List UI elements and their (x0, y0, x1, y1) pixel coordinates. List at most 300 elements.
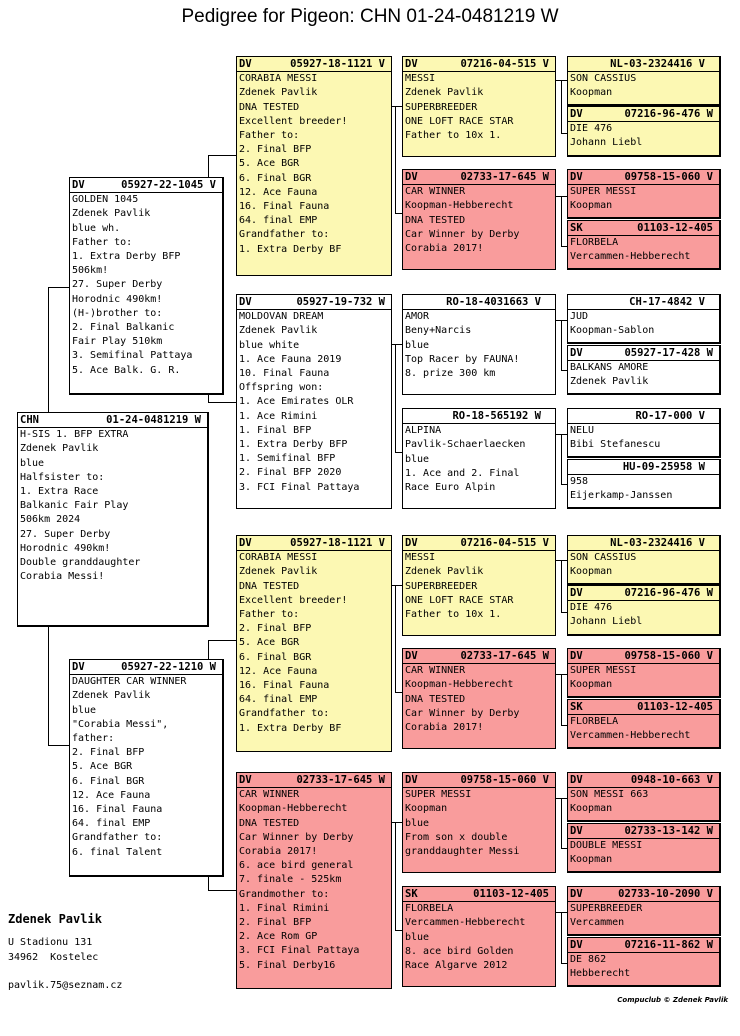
pedigree-text-line: 10. Final Fauna (239, 368, 330, 380)
pedigree-text-line: 5. Final Derby16 (239, 959, 336, 971)
pedigree-text-line: DNA TESTED (405, 693, 466, 705)
pedigree-text-line: 2. Final BFP (239, 144, 312, 156)
ring-number: 02733-10-2090 V (618, 888, 713, 900)
ring-number: 02733-13-142 W (624, 825, 713, 837)
pedigree-text-line: DNA TESTED (239, 817, 300, 829)
connector-line (395, 344, 396, 452)
pedigree-text-line: Zdenek Pavlik (72, 690, 151, 702)
connector-line (561, 80, 562, 133)
pedigree-text-line: Zdenek Pavlik (239, 87, 318, 99)
pedigree-text-line: 6. ace bird general (239, 860, 354, 872)
pedigree-text-line: DNA TESTED (239, 580, 300, 592)
pedigree-text-line: 1. Extra Derby BFP (239, 439, 348, 451)
pedigree-text-line: 5. Ace BGR (239, 158, 300, 170)
pedigree-text-line: Corabia Messi! (20, 571, 105, 583)
ring-number-header (403, 649, 555, 664)
connector-line (561, 320, 562, 370)
pedigree-card-dds[interactable] (402, 772, 556, 873)
ring-number: 01103-12-405 (637, 222, 713, 234)
pedigree-text-line: Father to: (239, 130, 300, 142)
pedigree-text-line: 1. Final Rimini (239, 902, 330, 914)
connector-line (561, 434, 562, 484)
pedigree-text-line: Corabia 2017! (405, 722, 484, 734)
ring-number-header (568, 57, 719, 72)
pedigree-text-line: Grandfather to: (239, 708, 330, 720)
pedigree-text-line: 3. FCI Final Pattaya (239, 481, 360, 493)
pedigree-text-line: DE 862 (570, 954, 607, 966)
pedigree-text-line: 6. Final BGR (239, 651, 312, 663)
pedigree-text-line: CAR WINNER (405, 186, 466, 198)
pedigree-text-line: 3. FCI Final Pattaya (239, 945, 360, 957)
ring-number-header (568, 586, 719, 601)
pedigree-text-line: 3. Semifinal Pattaya (72, 350, 193, 362)
pedigree-text-line: blue (405, 453, 430, 465)
pedigree-card-sss[interactable] (402, 56, 556, 157)
pedigree-text-line: Excellent breeder! (239, 594, 348, 606)
ring-number-header (568, 170, 719, 185)
pedigree-card-sddd[interactable] (567, 459, 721, 509)
connector-line (395, 822, 396, 930)
ring-number: 07216-96-476 W (624, 587, 713, 599)
pedigree-card-sdss[interactable] (567, 294, 721, 344)
ring-number: 05927-22-1045 V (121, 179, 216, 191)
pedigree-text-line: Car Winner by Derby (405, 228, 520, 240)
pedigree-text-line: Zdenek Pavlik (239, 566, 318, 578)
pedigree-text-line: 506km 2024 (20, 514, 81, 526)
ring-prefix: DV (405, 537, 418, 549)
pedigree-text-line: 6. Final BGR (72, 775, 145, 787)
pedigree-text-line: SON MESSI 663 (570, 789, 649, 801)
ring-number: 05927-22-1210 W (121, 661, 216, 673)
pedigree-card-sire-sire[interactable] (236, 56, 392, 276)
ring-number-header (568, 700, 719, 715)
connector-line (395, 930, 402, 931)
pedigree-text-line: 1. Extra Derby BFP (72, 251, 181, 263)
pedigree-text-line: Pavlik-Schaerlaecken (405, 439, 526, 451)
pedigree-text-line: Horodnic 490km! (72, 293, 163, 305)
pedigree-text-line: blue (405, 817, 430, 829)
ring-prefix: SK (405, 888, 418, 900)
pedigree-text-line: FLORBELA (405, 903, 454, 915)
pedigree-text-line: Grandfather to: (239, 229, 330, 241)
pedigree-text-line: Father to 10x 1. (405, 609, 502, 621)
pedigree-text-line: 1. Ace Fauna 2019 (239, 353, 342, 365)
ring-number-header (568, 938, 719, 953)
connector-line (208, 640, 236, 641)
pedigree-text-line: ONE LOFT RACE STAR (405, 115, 514, 127)
pedigree-text-line: CORABIA MESSI (239, 73, 318, 85)
ring-prefix: DV (570, 774, 583, 786)
pedigree-text-line: 16. Final Fauna (239, 201, 330, 213)
ring-number: 05927-19-732 W (296, 296, 385, 308)
pedigree-text-line: 1. Ace Rimini (239, 410, 318, 422)
pedigree-text-line: 2. Ace Rom GP (239, 931, 318, 943)
pedigree-text-line: blue (20, 457, 45, 469)
ring-number-header (70, 660, 222, 675)
pedigree-text-line: Halfsister to: (20, 471, 105, 483)
pedigree-text-line: SON CASSIUS (570, 73, 637, 85)
pedigree-text-line: 64. final EMP (72, 818, 151, 830)
connector-line (395, 585, 396, 692)
pedigree-text-line: Koopman (570, 854, 613, 866)
pedigree-text-line: SUPERBREEDER (570, 903, 643, 915)
pedigree-text-line: father: (72, 733, 115, 745)
pedigree-text-line: MOLDOVAN DREAM (239, 311, 324, 323)
pedigree-text-line: 16. Final Fauna (72, 804, 163, 816)
pedigree-text-line: ALPINA (405, 425, 442, 437)
pedigree-text-line: 2. Final BFP (239, 917, 312, 929)
pedigree-card-dddd[interactable] (567, 937, 721, 987)
pedigree-text-line: 64. final EMP (239, 694, 318, 706)
connector-line (561, 196, 562, 246)
pedigree-text-line: 1. Final BFP (239, 424, 312, 436)
pedigree-text-line: JUD (570, 311, 589, 323)
pedigree-text-line: 958 (570, 476, 589, 488)
ring-number: 09758-15-060 V (460, 774, 549, 786)
owner-email[interactable]: pavlik.75@seznam.cz (8, 980, 123, 991)
ring-prefix: DV (570, 587, 583, 599)
ring-prefix: DV (570, 888, 583, 900)
pedigree-text-line: 7. finale - 525km (239, 874, 342, 886)
pedigree-text-line: Double granddaughter (20, 557, 141, 569)
connector-line (395, 213, 402, 214)
ring-number: 01-24-0481219 W (106, 414, 201, 426)
ring-number: NL-03-2324416 V (610, 537, 705, 549)
ring-number: 02733-17-645 W (460, 650, 549, 662)
connector-line (48, 287, 49, 412)
ring-number-header (403, 295, 555, 310)
ring-number-header (70, 178, 222, 193)
pedigree-text-line: 5. Ace BGR (239, 637, 300, 649)
pedigree-card-ddsd[interactable] (567, 823, 721, 873)
pedigree-text-line: Father to: (72, 236, 133, 248)
ring-prefix: DV (570, 650, 583, 662)
pedigree-text-line: Excellent breeder! (239, 115, 348, 127)
pedigree-text-line: Zdenek Pavlik (239, 325, 318, 337)
pedigree-card-ssd[interactable] (402, 169, 556, 270)
pedigree-card-dam[interactable] (69, 659, 224, 877)
page-title: Pedigree for Pigeon: CHN 01-24-0481219 W (181, 6, 559, 27)
pedigree-text-line: Offspring won: (239, 382, 324, 394)
connector-line (561, 798, 562, 848)
ring-number-header (403, 773, 555, 788)
pedigree-card-sssd[interactable] (567, 106, 721, 157)
pedigree-text-line: 8. ace bird Golden (405, 945, 514, 957)
ring-number: 07216-11-862 W (624, 939, 713, 951)
pedigree-text-line: Vercammen-Hebberecht (570, 251, 691, 263)
pedigree-text-line: Race Algarve 2012 (405, 960, 508, 972)
pedigree-text-line: 27. Super Derby (72, 279, 163, 291)
ring-number: NL-03-2324416 V (610, 58, 705, 70)
pedigree-text-line: 6. final Talent (72, 846, 163, 858)
pedigree-text-line: SUPERBREEDER (405, 580, 478, 592)
ring-number-header (568, 295, 719, 310)
ring-number: 02733-17-645 W (460, 171, 549, 183)
ring-number: HU-09-25958 W (622, 461, 705, 473)
pedigree-text-line: 5. Ace BGR (72, 761, 133, 773)
ring-number: 07216-04-515 V (460, 537, 549, 549)
connector-line (395, 452, 402, 453)
ring-number-header (568, 773, 719, 788)
pedigree-card-sds[interactable] (402, 294, 556, 395)
pedigree-text-line: 2. Final BFP (72, 747, 145, 759)
pedigree-text-line: Father to: (239, 609, 300, 621)
ring-number: 01103-12-405 (637, 701, 713, 713)
ring-number: 05927-18-1121 V (290, 537, 385, 549)
ring-number-header (568, 824, 719, 839)
ring-prefix: DV (405, 774, 418, 786)
pedigree-text-line: Koopman (570, 803, 613, 815)
pedigree-text-line: ONE LOFT RACE STAR (405, 594, 514, 606)
pedigree-text-line: Koopman-Hebberecht (405, 679, 514, 691)
ring-number-header (568, 346, 719, 361)
pedigree-text-line: 2. Final BFP 2020 (239, 467, 342, 479)
connector-line (561, 560, 562, 612)
pedigree-text-line: Johann Liebl (570, 616, 643, 628)
ring-number-header (568, 536, 719, 551)
ring-prefix: DV (239, 58, 252, 70)
ring-number: 02733-17-645 W (296, 774, 385, 786)
ring-prefix: DV (405, 650, 418, 662)
ring-number-header (403, 57, 555, 72)
ring-number-header (237, 57, 391, 72)
pedigree-text-line: Grandfather to: (72, 832, 163, 844)
pedigree-text-line: Zdenek Pavlik (570, 376, 649, 388)
ring-number: 09758-15-060 V (624, 171, 713, 183)
ring-prefix: DV (72, 179, 85, 191)
pedigree-card-dam-dam[interactable] (236, 772, 392, 989)
pedigree-card-subject[interactable] (17, 412, 209, 627)
ring-number-header (237, 536, 391, 551)
pedigree-text-line: SON CASSIUS (570, 552, 637, 564)
pedigree-text-line: 1. Semifinal BFP (239, 453, 336, 465)
pedigree-text-line: Koopman (570, 566, 613, 578)
pedigree-card-ssdd[interactable] (567, 220, 721, 270)
pedigree-text-line: Top Racer by FAUNA! (405, 353, 520, 365)
ring-number-header (568, 649, 719, 664)
ring-number-header (568, 887, 719, 902)
pedigree-text-line: 5. Ace Balk. G. R. (72, 364, 181, 376)
pedigree-text-line: 64. final EMP (239, 215, 318, 227)
pedigree-text-line: FLORBELA (570, 237, 619, 249)
ring-number-header (403, 170, 555, 185)
pedigree-text-line: Fair Play 510km (72, 336, 163, 348)
pedigree-text-line: Balkanic Fair Play (20, 500, 129, 512)
pedigree-text-line: Koopman (570, 200, 613, 212)
pedigree-text-line: 16. Final Fauna (239, 680, 330, 692)
pedigree-card-ddss[interactable] (567, 772, 721, 822)
connector-line (48, 627, 49, 745)
pedigree-text-line: GOLDEN 1045 (72, 194, 139, 206)
ring-number: 07216-04-515 V (460, 58, 549, 70)
pedigree-text-line: (H-)brother to: (72, 307, 163, 319)
ring-number-header (403, 409, 555, 424)
ring-number: 0948-10-663 V (630, 774, 713, 786)
ring-number-header (568, 221, 719, 236)
connector-line (561, 912, 562, 963)
ring-prefix: DV (239, 296, 252, 308)
pedigree-card-dsds[interactable] (567, 648, 721, 698)
pedigree-text-line: granddaughter Messi (405, 846, 520, 858)
ring-number: RO-18-4031663 V (446, 296, 541, 308)
pedigree-text-line: blue (72, 704, 97, 716)
pedigree-text-line: Car Winner by Derby (405, 707, 520, 719)
pedigree-text-line: 1. Extra Derby BF (239, 243, 342, 255)
ring-number: RO-17-000 V (635, 410, 705, 422)
pedigree-text-line: blue (405, 931, 430, 943)
ring-number: 09758-15-060 V (624, 650, 713, 662)
owner-address-line2: 34962 Kostelec (8, 952, 99, 963)
owner-address-line1: U Stadionu 131 (8, 937, 93, 948)
pedigree-text-line: 27. Super Derby (20, 528, 111, 540)
pedigree-text-line: DNA TESTED (405, 214, 466, 226)
pedigree-text-line: Vercammen-Hebberecht (570, 730, 691, 742)
pedigree-text-line: Bibi Stefanescu (570, 439, 661, 451)
pedigree-card-sire-dam[interactable] (236, 294, 392, 509)
pedigree-card-dam-sire[interactable] (236, 535, 392, 752)
software-credit: Compuclub © Zdenek Pavlik (617, 996, 728, 1004)
ring-number-header (237, 295, 391, 310)
pedigree-text-line: Koopman-Sablon (570, 325, 655, 337)
pedigree-card-sdds[interactable] (567, 408, 721, 458)
ring-prefix: DV (72, 661, 85, 673)
owner-name: Zdenek Pavlik (8, 912, 102, 926)
connector-line (395, 106, 396, 213)
pedigree-text-line: MESSI (405, 552, 436, 564)
pedigree-text-line: Corabia 2017! (405, 243, 484, 255)
pedigree-text-line: CORABIA MESSI (239, 552, 318, 564)
ring-number: 01103-12-405 (473, 888, 549, 900)
ring-number-header (568, 107, 719, 122)
pedigree-text-line: 2. Final Balkanic (72, 322, 175, 334)
pedigree-text-line: Johann Liebl (570, 137, 643, 149)
ring-prefix: DV (239, 774, 252, 786)
pedigree-text-line: MESSI (405, 73, 436, 85)
pedigree-text-line: H-SIS 1. BFP EXTRA (20, 429, 129, 441)
connector-line (395, 692, 402, 693)
pedigree-text-line: "Corabia Messi", (72, 718, 169, 730)
pedigree-text-line: Car Winner by Derby (239, 831, 354, 843)
connector-line (208, 402, 236, 403)
ring-number: 07216-96-476 W (624, 108, 713, 120)
pedigree-text-line: DOUBLE MESSI (570, 840, 643, 852)
ring-prefix: DV (570, 347, 583, 359)
pedigree-card-sdd[interactable] (402, 408, 556, 509)
pedigree-card-dsss[interactable] (567, 535, 721, 585)
pedigree-text-line: Koopman (405, 803, 448, 815)
pedigree-text-line: From son x double (405, 831, 508, 843)
pedigree-card-dss[interactable] (402, 535, 556, 636)
pedigree-card-ddd[interactable] (402, 886, 556, 987)
pedigree-text-line: 506km! (72, 265, 109, 277)
pedigree-text-line: CAR WINNER (405, 665, 466, 677)
pedigree-text-line: Corabia 2017! (239, 846, 318, 858)
ring-prefix: DV (570, 939, 583, 951)
pedigree-text-line: Koopman-Hebberecht (405, 200, 514, 212)
pedigree-text-line: SUPERBREEDER (405, 101, 478, 113)
ring-number-header (568, 409, 719, 424)
pedigree-text-line: Eijerkamp-Janssen (570, 490, 673, 502)
pedigree-card-ssds[interactable] (567, 169, 721, 219)
connector-line (561, 674, 562, 725)
pedigree-text-line: blue white (239, 339, 300, 351)
pedigree-card-ssss[interactable] (567, 56, 721, 106)
ring-prefix: DV (570, 825, 583, 837)
ring-prefix: DV (405, 171, 418, 183)
connector-line (208, 890, 236, 891)
pedigree-text-line: Race Euro Alpin (405, 482, 496, 494)
ring-number-header (568, 460, 719, 475)
ring-prefix: SK (570, 222, 583, 234)
ring-number: CH-17-4842 V (629, 296, 705, 308)
pedigree-text-line: blue wh. (72, 222, 121, 234)
ring-prefix: DV (405, 58, 418, 70)
ring-number-header (403, 887, 555, 902)
pedigree-text-line: FLORBELA (570, 716, 619, 728)
pedigree-text-line: Koopman (570, 679, 613, 691)
ring-number: RO-18-565192 W (452, 410, 541, 422)
ring-prefix: DV (239, 537, 252, 549)
connector-line (48, 287, 69, 288)
pedigree-text-line: DNA TESTED (239, 101, 300, 113)
pedigree-text-line: Zdenek Pavlik (405, 566, 484, 578)
pedigree-text-line: 12. Ace Fauna (72, 789, 151, 801)
pedigree-text-line: Koopman-Hebberecht (239, 803, 348, 815)
pedigree-text-line: Horodnic 490km! (20, 542, 111, 554)
pedigree-card-dssd[interactable] (567, 585, 721, 636)
ring-number: 05927-18-1121 V (290, 58, 385, 70)
pedigree-text-line: 1. Extra Derby BF (239, 722, 342, 734)
pedigree-text-line: Zdenek Pavlik (405, 87, 484, 99)
pedigree-text-line: 12. Ace Fauna (239, 186, 318, 198)
connector-line (208, 155, 236, 156)
pedigree-text-line: Zdenek Pavlik (72, 208, 151, 220)
pedigree-card-sdsd[interactable] (567, 345, 721, 395)
pedigree-card-sire[interactable] (69, 177, 224, 395)
pedigree-card-dsdd[interactable] (567, 699, 721, 749)
pedigree-text-line: Zdenek Pavlik (20, 443, 99, 455)
pedigree-text-line: blue (405, 339, 430, 351)
pedigree-text-line: Father to 10x 1. (405, 130, 502, 142)
ring-number-header (18, 413, 207, 428)
pedigree-text-line: DIE 476 (570, 602, 613, 614)
pedigree-text-line: 1. Ace and 2. Final (405, 467, 520, 479)
pedigree-card-ddds[interactable] (567, 886, 721, 936)
pedigree-text-line: SUPER MESSI (570, 665, 637, 677)
pedigree-text-line: 12. Ace Fauna (239, 665, 318, 677)
ring-number-header (237, 773, 391, 788)
pedigree-text-line: DAUGHTER CAR WINNER (72, 676, 187, 688)
connector-line (48, 745, 69, 746)
pedigree-card-dsd[interactable] (402, 648, 556, 749)
pedigree-text-line: 6. Final BGR (239, 172, 312, 184)
pedigree-text-line: Koopman (570, 87, 613, 99)
pedigree-text-line: SUPER MESSI (570, 186, 637, 198)
ring-number: 05927-17-428 W (624, 347, 713, 359)
pedigree-text-line: Hebberecht (570, 968, 631, 980)
pedigree-text-line: BALKANS AMORE (570, 362, 649, 374)
pedigree-text-line: Vercammen-Hebberecht (405, 917, 526, 929)
pedigree-text-line: Vercammen (570, 917, 625, 929)
pedigree-text-line: DIE 476 (570, 123, 613, 135)
pedigree-text-line: CAR WINNER (239, 789, 300, 801)
ring-prefix: SK (570, 701, 583, 713)
pedigree-text-line: Grandmother to: (239, 888, 330, 900)
pedigree-text-line: NELU (570, 425, 595, 437)
ring-number-header (403, 536, 555, 551)
ring-prefix: DV (570, 171, 583, 183)
pedigree-text-line: SUPER MESSI (405, 789, 472, 801)
